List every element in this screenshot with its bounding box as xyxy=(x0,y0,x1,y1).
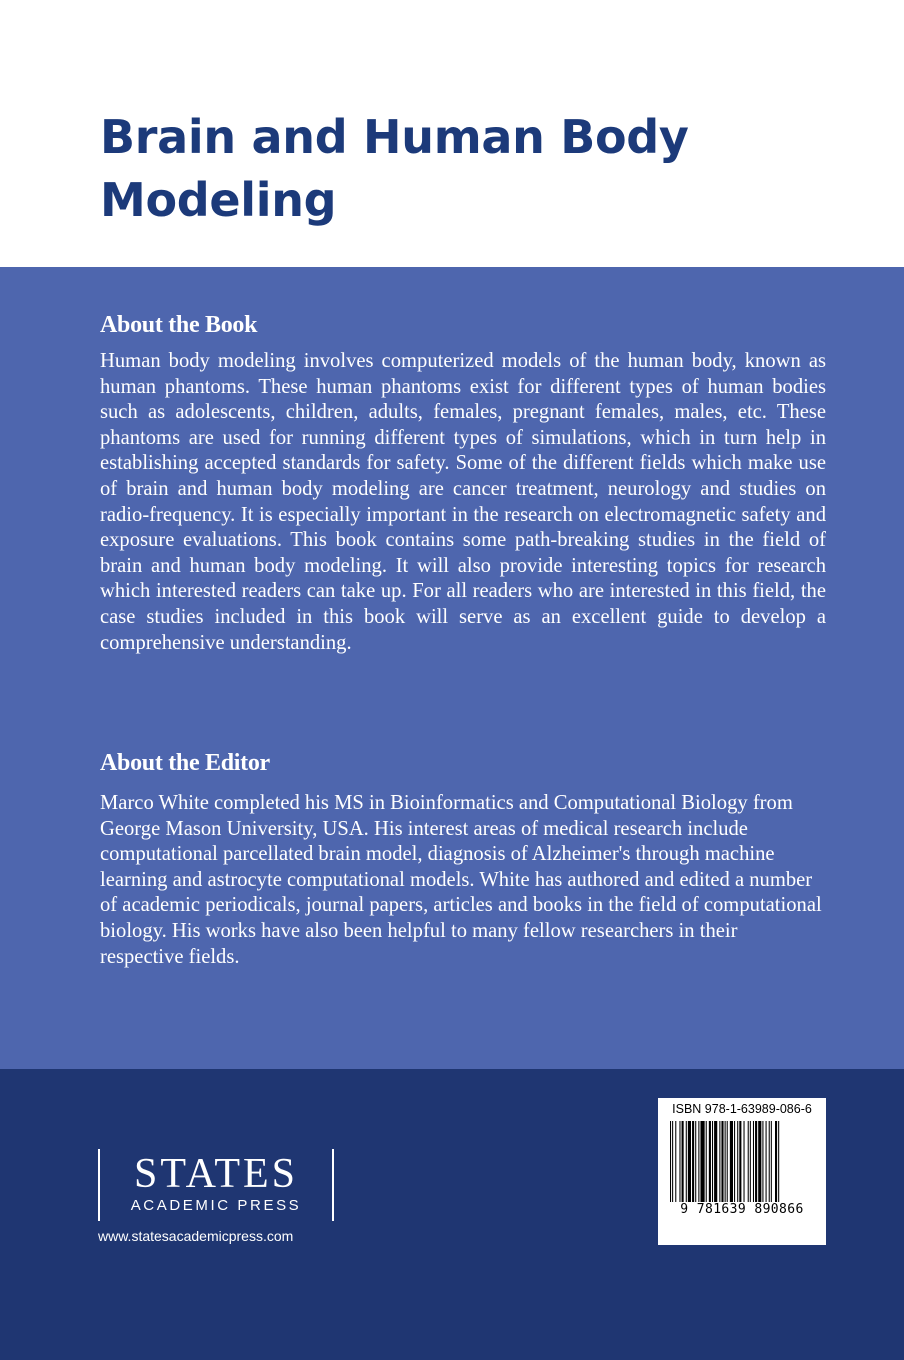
barcode-bar xyxy=(712,1121,713,1209)
barcode-bar xyxy=(755,1121,757,1209)
book-title: Brain and Human Body Modeling xyxy=(100,110,689,227)
barcode-bar xyxy=(719,1121,720,1209)
publisher-section xyxy=(0,1069,904,1360)
barcode-bar xyxy=(778,1121,779,1209)
barcode-bar xyxy=(730,1121,733,1209)
barcode-bar xyxy=(739,1121,741,1209)
barcode-icon xyxy=(668,1121,816,1211)
description-section xyxy=(0,267,904,1069)
barcode-bar xyxy=(775,1121,777,1209)
barcode-bar xyxy=(672,1121,673,1209)
barcode-bar xyxy=(686,1121,687,1209)
barcode-bar xyxy=(695,1121,696,1209)
publisher-logo xyxy=(98,1149,334,1221)
barcode-bar xyxy=(748,1121,749,1209)
barcode-bar xyxy=(753,1121,754,1209)
barcode-bar xyxy=(766,1121,767,1209)
barcode-bar xyxy=(727,1121,728,1209)
about-editor-text: Marco White completed his MS in Bioinformatics and Computational Biology from George Mason University, USA. His interest areas of medical research include computational parcellated brain model, diagnosis of Alzheimer's through machine learning and astrocyte computational models. White has authored and edited a number of academic periodicals, journal papers, articles and books in the field of computational biology. His works have also been helpful to many fellow researchers in their respective fields. xyxy=(100,792,822,968)
barcode-bar xyxy=(682,1121,684,1209)
barcode-bar xyxy=(679,1121,680,1209)
barcode-bar xyxy=(734,1121,735,1209)
barcode-bar xyxy=(762,1121,763,1209)
barcode-bar xyxy=(737,1121,738,1209)
barcode-bar xyxy=(706,1121,707,1209)
barcode-bar xyxy=(771,1121,772,1209)
barcode-bar xyxy=(700,1121,704,1209)
barcode-bar xyxy=(698,1121,699,1209)
barcode-bar xyxy=(769,1121,770,1209)
publisher-name: STATES xyxy=(134,1151,298,1197)
barcode-bar xyxy=(744,1121,745,1209)
barcode-bar xyxy=(709,1121,711,1209)
barcode-bar xyxy=(721,1121,723,1209)
isbn-label: ISBN 978-1-63989-086-6 xyxy=(672,1102,812,1116)
barcode-bar xyxy=(750,1121,751,1209)
barcode-bar xyxy=(670,1121,671,1209)
barcode-bar xyxy=(714,1121,717,1209)
barcode-bar xyxy=(688,1121,691,1209)
barcode-bar xyxy=(725,1121,726,1209)
about-book-heading: About the Book xyxy=(100,312,258,338)
isbn-barcode-box xyxy=(658,1098,826,1245)
logo-right-bar xyxy=(332,1149,334,1221)
cover-top-section xyxy=(0,0,904,267)
publisher-website: www.statesacademicpress.com xyxy=(98,1228,294,1244)
publisher-subname: ACADEMIC PRESS xyxy=(130,1197,302,1214)
barcode-bar xyxy=(675,1121,676,1209)
barcode-bar xyxy=(758,1121,761,1209)
barcode-bar xyxy=(692,1121,694,1209)
barcode-digits: 9 781639 890866 xyxy=(668,1202,816,1218)
about-editor-heading: About the Editor xyxy=(100,750,270,776)
about-book-text: Human body modeling involves computerized models of the human body, known as human phantoms. These human phantoms exist for different types of human bodies such as adolescents, children, adults, females, pregnant females, males, etc. These phantoms are used for running different types of simulations, which in turn help in establishing accepted standards for safety. Some of the different fields which make use of brain and human body modeling are cancer treatment, neurology and studies on radio-frequency. It is especially important in the research on electromagnetic safety and exposure evaluations. This book contains some path-breaking studies in the field of brain and human body modeling. It will also provide interesting topics for research which interested readers can take up. For all readers who are interested in this field, the case studies included in this book will serve as an excellent guide to develop a comprehensive understanding. xyxy=(100,350,826,654)
